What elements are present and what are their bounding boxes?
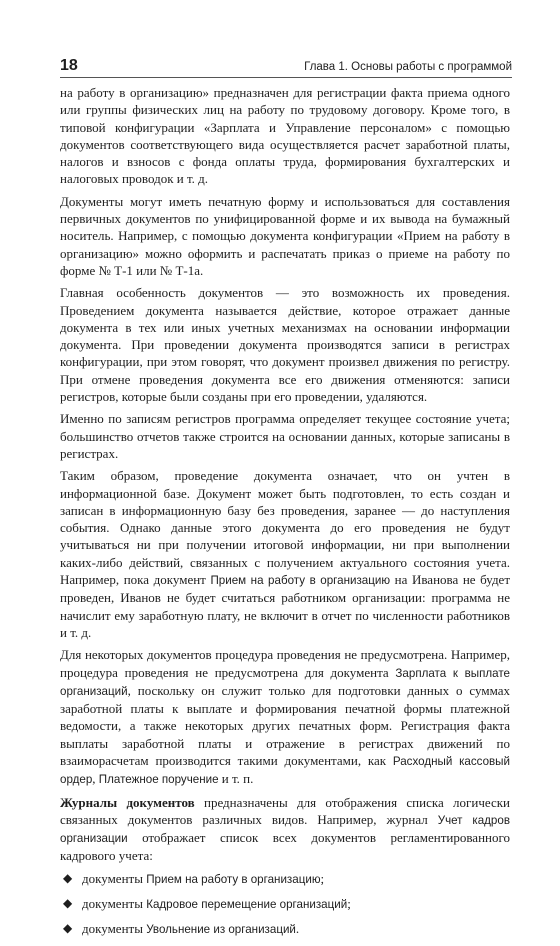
diamond-bullet-icon: ◆	[63, 921, 73, 936]
list-item-text: ;	[320, 870, 325, 886]
diamond-bullet-icon: ◆	[63, 870, 73, 885]
page-number: 18	[60, 57, 78, 74]
document-name: Увольнение из организаций	[146, 923, 296, 937]
list-item	[60, 870, 510, 888]
paragraph-text: Именно по записям регистров программа определяет текущее состояние учета; большинство отчетов также строится на основании данных, которые записаны в регистрах.	[60, 411, 510, 461]
body-text	[60, 84, 510, 946]
paragraph	[60, 410, 510, 462]
list-item-text: ;	[347, 896, 351, 912]
paragraph	[60, 646, 510, 788]
document-name: Прием на работу в организацию	[210, 574, 391, 588]
paragraph-text: предназначены для отображения списка логически связанных документов различных видов. Например, журнал	[60, 794, 510, 827]
paragraph-text: на Иванова не будет проведен, Иванов не будет считаться работником организации: программа не начислит ему заработную плату, не включит в отчет по численности работников и т. д.	[60, 572, 511, 640]
list-item-text: документы	[82, 870, 147, 886]
paragraph	[60, 284, 510, 405]
running-header	[60, 52, 512, 78]
chapter-title: Глава 1. Основы работы с программой	[304, 61, 512, 73]
paragraph-text: на работу в организацию» предназначен для регистрации факта приема одного или группы физических лиц на работу по трудовому договору. Кроме того, в типовой конфигурации «Зарплата и Управление персоналом» с помощью документов соответствующего вида осуществляется расчет заработной платы, налогов и взносов с фонда оплаты труда, формирования бухгалтерских и налоговых проводок и т. д.	[60, 85, 510, 187]
paragraph	[60, 193, 510, 279]
list-item	[60, 895, 510, 913]
paragraph	[60, 467, 510, 641]
bullet-list	[60, 870, 510, 939]
term-bold: Журналы документов	[60, 794, 195, 810]
paragraph-text: Для некоторых документов процедура проведения не предусмотрена. Например, процедура проведения не предусмотрена для документа	[60, 647, 510, 680]
document-name: Расходный кассовый ордер	[60, 754, 510, 787]
diamond-bullet-icon: ◆	[63, 896, 73, 911]
paragraph-text: ,	[92, 771, 99, 787]
document-name: Прием на работу в организацию	[146, 872, 321, 886]
paragraph-text: и т. п.	[218, 771, 254, 787]
list-item-text: документы	[82, 896, 147, 912]
paragraph-text: отображает список всех документов регламентированного кадрового учета:	[60, 830, 510, 864]
list-item	[60, 920, 510, 938]
journal-name: Учет кадров организации	[60, 813, 510, 846]
paragraph	[60, 794, 510, 865]
list-item-text: документы	[82, 921, 147, 937]
document-name: Зарплата к выплате организаций	[60, 666, 510, 698]
list-item-text: .	[295, 921, 300, 937]
paragraph-text: Главная особенность документов — это возможность их проведения. Проведением документа называется действие, которое отражает данные документа в тех или иных учетных механизмах на основании информации документа. При проведении документа производятся записи в регистрах конфигурации, при этом говорят, что документ произвел движения по регистру. При отмене проведения документа все его движения отменяются: записи регистров, которые были созданы при его проведении, удаляются.	[60, 285, 510, 405]
document-name: Платежное поручение	[98, 773, 219, 787]
paragraph	[60, 84, 510, 188]
paragraph-text: Таким образом, проведение документа означает, что он учтен в информационной базе. Документ может быть подготовлен, то есть создан и записан в информационную базу без проведения, заранее — до наступления события. Однако данные этого документа до его проведения не будут учитываться ни при получении итоговой информации, ни при выполнении каких-либо действий, связанных с получением актуального состояния учета. Например, пока документ	[60, 468, 510, 588]
paragraph-text: , поскольку он служит только для подготовки данных о суммах заработной платы к выплате и формирования печатной формы платежной ведомости, а также некоторых других печатных форм. Регистрация факта выплаты заработной платы и отражение в регистрах движений по взаиморасчетам производится такими документами, как	[60, 682, 510, 768]
document-name: Кадровое перемещение организаций	[146, 898, 348, 912]
paragraph-text: Документы могут иметь печатную форму и использоваться для составления первичных документов по унифицированной форме и их вывода на бумажный носитель. Например, с помощью документа конфигурации «Прием на работу в организацию» можно оформить и распечатать приказ о приеме на работу по форме № Т-1 или № Т-1а.	[60, 193, 510, 278]
